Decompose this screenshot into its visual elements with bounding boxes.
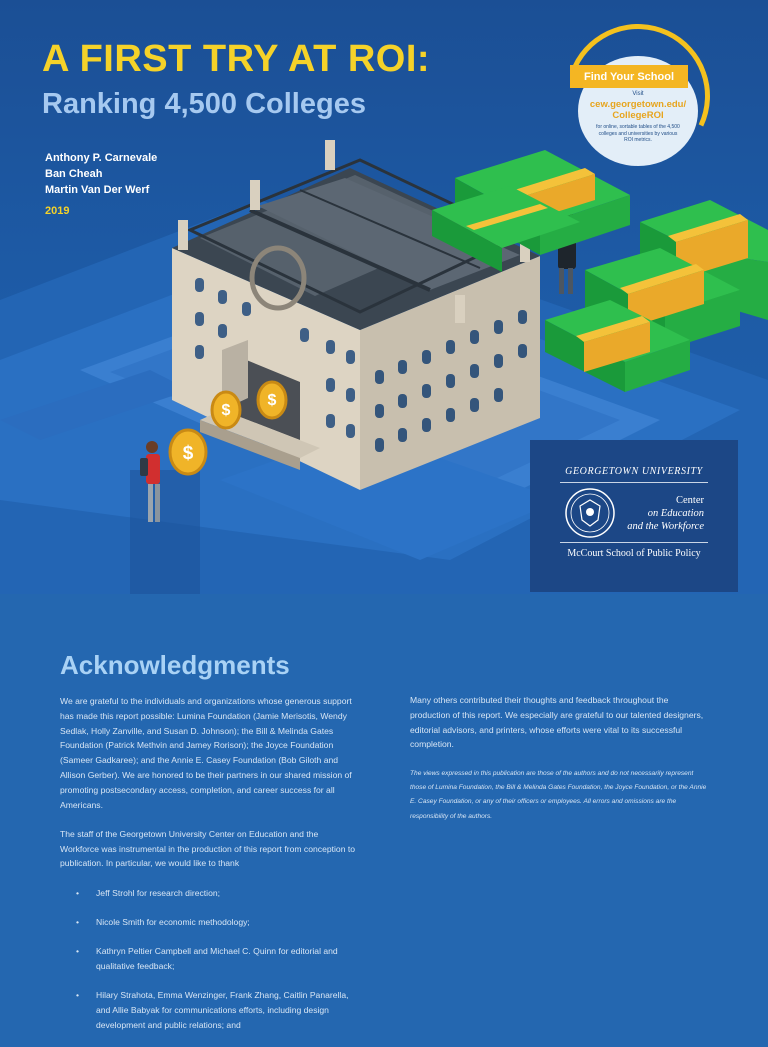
university-seal-icon: [564, 486, 616, 540]
find-school-label: Find Your School: [570, 65, 688, 88]
center-name: [622, 494, 704, 533]
author-list: [45, 150, 157, 198]
institution-logo-box: [530, 440, 738, 592]
school-name: McCourt School of Public Policy: [567, 548, 701, 559]
report-subtitle: Ranking 4,500 Colleges: [42, 88, 366, 120]
svg-text:$: $: [182, 443, 194, 464]
list-item: • Jeff Strohl for research direction;: [60, 886, 356, 901]
list-item: • Kathryn Peltier Campbell and Michael C. Quinn for editorial and qualitative feedback;: [60, 944, 356, 974]
svg-text:$: $: [267, 392, 277, 409]
author-name: Ban Cheah: [45, 168, 103, 180]
university-name: GEORGETOWN UNIVERSITY: [565, 466, 703, 477]
acknowledgments-left-column: [60, 694, 356, 1047]
list-item: • Hilary Strahota, Emma Wenzinger, Frank Zhang, Caitlin Panarella, and Allie Babyak for communications efforts, including design development and public relations; and: [60, 988, 356, 1032]
college-roi-link[interactable]: cew.georgetown.edu/ CollegeROI: [589, 99, 687, 121]
paragraph: We are grateful to the individuals and organizations whose generous support has made this report possible: Lumina Foundation (Jamie Merisotis, Wendy Sedlak, Holly Zanville, and Susan D. Johnson); the Bill & Melinda Gates Foundation (Patrick Methvin and Jamey Rorison); the Joyce Foundation (Sameer Gadkaree); and the Annie E. Casey Foundation (Bob Giloth and Allison Gerber). We are honored to be their partners in our shared mission of promoting postsecondary access, completion, and career success for all Americans.: [60, 696, 352, 810]
badge-visit-text: Visit: [632, 91, 644, 97]
acknowledgments-right-column: [410, 693, 710, 838]
publication-year: 2019: [45, 205, 70, 217]
paragraph: The staff of the Georgetown University Center on Education and the Workforce was instrumental in the production of this report from conception to publication. In particular, we would like to thank: [60, 828, 356, 869]
thanks-list: [60, 886, 356, 1033]
list-item: • Nicole Smith for economic methodology;: [60, 915, 356, 930]
center-line: Center: [676, 495, 704, 506]
report-title: A FIRST TRY AT ROI:: [42, 38, 431, 80]
divider: [560, 482, 708, 483]
center-line: on Education: [647, 508, 704, 519]
divider: [560, 542, 708, 543]
paragraph: Many others contributed their thoughts and feedback throughout the production of this report. We especially are grateful to our talented designers, editorial advisors, and printers, whose efforts were vital to its successful completion.: [410, 695, 704, 750]
center-line: and the Workforce: [627, 521, 704, 532]
author-name: Martin Van Der Werf: [45, 184, 150, 196]
svg-text:$: $: [221, 402, 231, 419]
author-name: Anthony P. Carnevale: [45, 152, 158, 164]
disclaimer: The views expressed in this publication are those of the authors and do not necessarily represent those of Lumina Foundation, the Bill & Melinda Gates Foundation, the Joyce Foundation, or the Annie E. Casey Foundation, or any of their officers or employees. All errors and omissions are the responsibility of the authors.: [410, 769, 707, 820]
acknowledgments-heading: Acknowledgments: [60, 650, 290, 680]
badge-note: for online, sortable tables of the 4,500 colleges and universities by various ROI metrics.: [596, 124, 680, 143]
